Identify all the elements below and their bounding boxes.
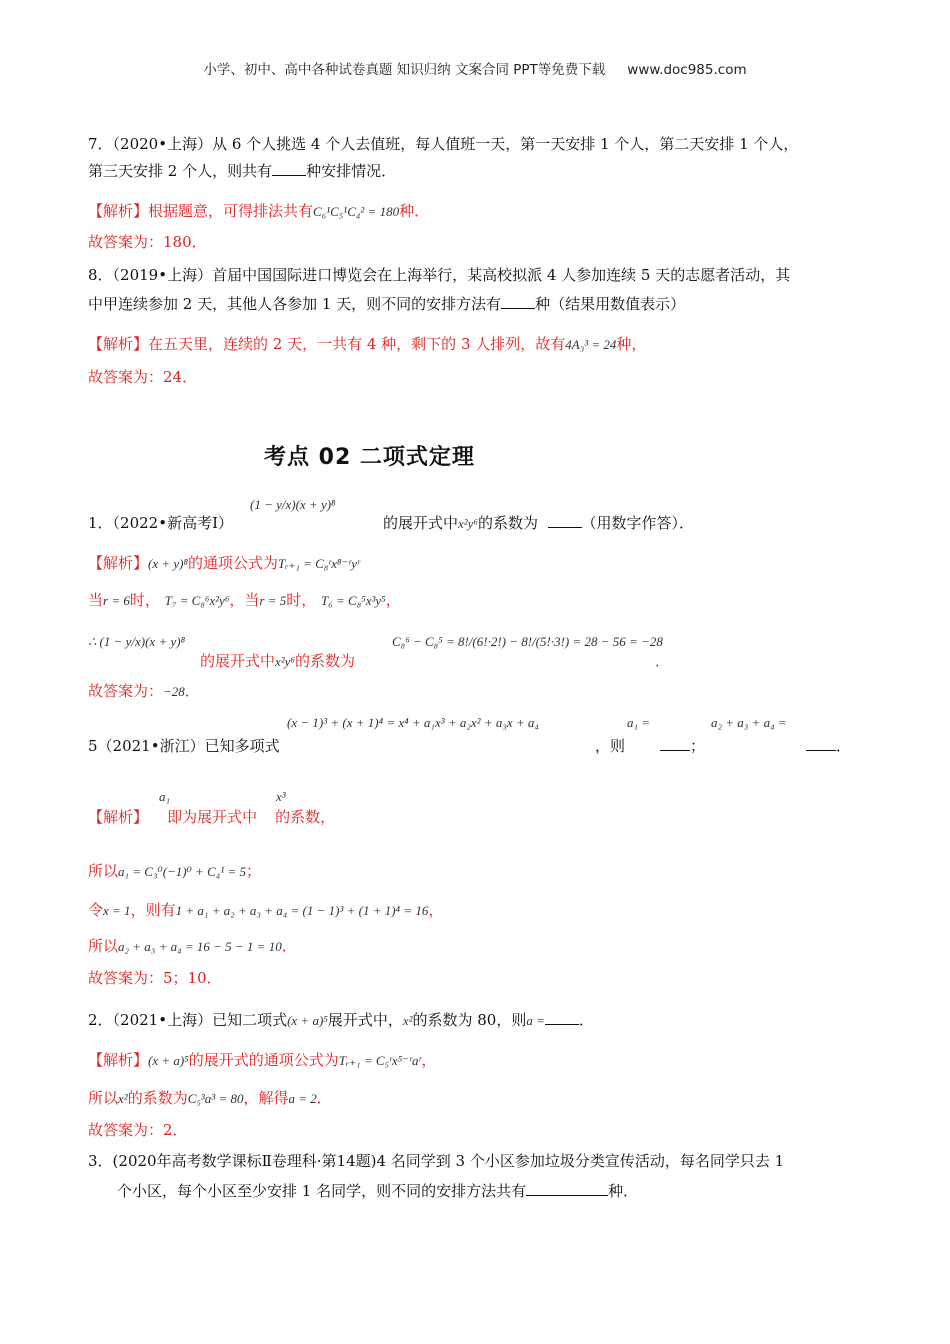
p1-sol2: 当r = 6时， T₇ = C₈⁶x²y⁶，当r = 5时， T₆ = C₈⁵x³y⁵， xyxy=(88,591,401,609)
q8-line1: 8．（2019•上海）首届中国国际进口博览会在上海举行，某高校拟派 4 人参加连续 5 天的志愿者活动，其 xyxy=(88,266,791,284)
p1-line: 1．（2022•新高考Ⅰ） 的展开式中x²y⁶的系数为 （用数字作答）． xyxy=(88,514,695,532)
p5-sum-top: a₂ + a₃ + a₄ = xyxy=(711,715,787,730)
p5-sol-x3: x³ xyxy=(276,789,286,804)
answer-blank[interactable] xyxy=(806,736,836,751)
q7-line2: 第三天安排 2 个人，则共有 种安排情况． xyxy=(88,162,397,180)
header-url[interactable]: www.doc985.com xyxy=(627,62,747,78)
p1-head-formula: (1 − y/x)(x + y)⁸ xyxy=(250,497,336,512)
p5-sol2: 所以a₁ = C₃⁰(−1)⁰ + C₄¹ = 5； xyxy=(88,862,261,880)
p1-sol1: 【解析】(x + y)⁸的通项公式为Tᵣ₊₁ = C₈ʳx⁸⁻ʳyʳ xyxy=(88,554,360,572)
p5-sol-a1: a₁ xyxy=(159,789,171,804)
p5-formula-top: (x − 1)³ + (x + 1)⁴ = x⁴ + a₁x³ + a₂x² + a₃x + a₄ xyxy=(287,715,539,730)
q8-answer: 故答案为：24． xyxy=(88,368,198,386)
p5-line-a: 5（2021•浙江）已知多项式 xyxy=(88,737,280,755)
p2-answer: 故答案为：2． xyxy=(88,1121,188,1139)
p1-answer: 故答案为：−28． xyxy=(88,682,200,700)
q7-formula: C₆¹C₅¹C₄² = 180 xyxy=(313,204,400,219)
q7-solution: 【解析】根据题意，可得排法共有C₆¹C₅¹C₄² = 180种． xyxy=(88,202,430,220)
p5-sol1: 【解析】 即为展开式中 的系数， xyxy=(88,808,336,826)
answer-blank[interactable] xyxy=(501,294,535,309)
p5-a1-top: a₁ = xyxy=(627,715,651,730)
answer-blank[interactable] xyxy=(545,1010,579,1025)
p1-sol3-formula: ∴ (1 − y/x)(x + y)⁸ xyxy=(88,634,186,649)
q7-line1: 7．（2020•上海）从 6 个人挑选 4 个人去值班，每人值班一天，第一天安排 1 个人，第二天安排 1 个人， xyxy=(88,135,799,153)
q8-formula: 4A₃³ = 24 xyxy=(565,337,617,352)
q7-answer: 故答案为：180． xyxy=(88,233,207,251)
answer-blank[interactable] xyxy=(548,513,582,528)
p5-blank1: ； xyxy=(660,736,705,756)
p1-sol3-calc: C₈⁶ − C₈⁵ = 8!/(6!·2!) − 8!/(5!·3!) = 28 − 56 = −28 xyxy=(392,634,663,649)
header-text: 小学、初中、高中各种试卷真题 知识归纳 文案合同 PPT等免费下载 xyxy=(203,62,606,78)
p2-sol2: 所以x²的系数为C₅³a³ = 80，解得a = 2． xyxy=(88,1089,332,1107)
p5-blank2: ． xyxy=(806,736,851,756)
p3-line1: 3．(2020年高考数学课标Ⅱ卷理科·第14题)4 名同学到 3 个小区参加垃圾分类宣传活动，每名同学只去 1 xyxy=(88,1152,785,1170)
q8-solution: 【解析】在五天里，连续的 2 天，一共有 4 种，剩下的 3 人排列，故有4A₃³ = 24种， xyxy=(88,335,647,353)
answer-blank[interactable] xyxy=(526,1181,608,1196)
p5-sol3: 令x = 1，则有1 + a₁ + a₂ + a₃ + a₄ = (1 − 1)³ + (1 + 1)⁴ = 16， xyxy=(88,901,444,919)
answer-blank[interactable] xyxy=(272,161,306,176)
answer-blank[interactable] xyxy=(660,736,690,751)
p3-line2: 个小区，每个小区至少安排 1 名同学，则不同的安排方法共有 种． xyxy=(117,1182,639,1200)
section-title: 考点 02 二项式定理 xyxy=(264,445,475,470)
page-header xyxy=(0,58,950,78)
p5-sol4: 所以a₂ + a₃ + a₄ = 16 − 5 − 1 = 10． xyxy=(88,937,297,955)
p5-line-b: ，则 xyxy=(595,737,626,755)
p2-line: 2．（2021•上海）已知二项式(x + a)⁵展开式中，x²的系数为 80，则a = ． xyxy=(88,1011,594,1029)
p1-sol3: 的展开式中x²y⁶的系数为 xyxy=(200,652,355,670)
q8-line2: 中甲连续参加 2 天，其他人各参加 1 天，则不同的安排方法有 种（结果用数值表示） xyxy=(88,295,686,313)
p5-answer: 故答案为：5；10． xyxy=(88,969,222,987)
p2-sol1: 【解析】(x + a)⁵的展开式的通项公式为Tᵣ₊₁ = C₅ʳx⁵⁻ʳaʳ， xyxy=(88,1051,437,1069)
p1-sol3-end: ． xyxy=(655,652,671,670)
